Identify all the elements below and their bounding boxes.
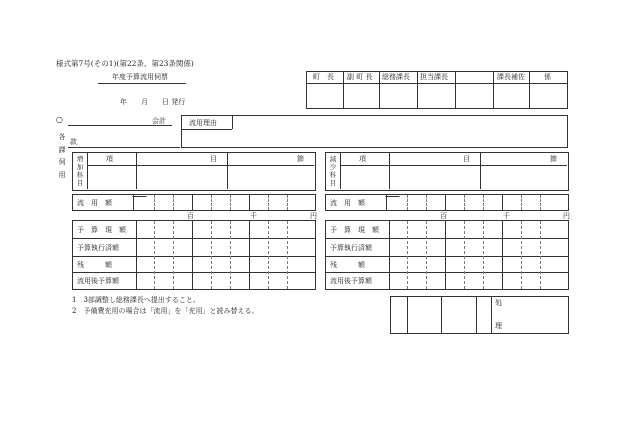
left-row-after: 流用後予算額 <box>77 277 119 285</box>
note-2: 2 予備費充用の場合は「流用」を「充用」と読み替える。 <box>72 307 259 315</box>
processing-stamp-box <box>390 296 569 334</box>
right-row-after: 流用後予算額 <box>330 277 372 285</box>
left-header-setsu: 節 <box>297 155 304 163</box>
approval-table <box>306 71 568 109</box>
left-amount-label: 流 用 額 <box>77 199 112 207</box>
kan-label: 款 <box>70 138 77 146</box>
vertical-label-section: 各 課 伺 用 <box>58 133 66 179</box>
right-row-budget: 予 算 現 額 <box>330 226 379 234</box>
account-underline <box>68 125 172 126</box>
right-unit-hundred: 百 <box>440 212 447 220</box>
approval-cell-general-affairs: 総務課長 <box>382 73 410 81</box>
kan-underline <box>68 147 180 148</box>
left-unit-hundred: 百 <box>187 212 194 220</box>
approval-cell-deputy: 副 町 長 <box>347 73 373 81</box>
stamp-label-sho: 処 <box>495 299 502 307</box>
left-row-budget: 予 算 現 額 <box>77 226 126 234</box>
right-amount-row <box>325 194 569 211</box>
approval-cell-mayor: 町 長 <box>313 73 334 81</box>
form-title: 年度予算流用伺票 <box>112 73 168 81</box>
right-unit-thousand: 千 <box>503 212 510 220</box>
left-header-kou: 項 <box>106 155 113 163</box>
right-row-remaining: 残 額 <box>330 261 365 269</box>
left-header-moku: 目 <box>210 155 217 163</box>
reason-label: 流用理由 <box>189 119 217 127</box>
left-amount-row <box>72 194 316 211</box>
left-side-label: 増 加 科 目 <box>76 155 84 187</box>
note-1: 1 3部調整し総務課長へ提出すること。 <box>72 296 200 304</box>
approval-cell-in-charge: 担当課長 <box>420 73 448 81</box>
right-unit-yen: 円 <box>563 212 570 220</box>
stamp-label-ri: 理 <box>495 322 502 330</box>
left-unit-thousand: 千 <box>250 212 257 220</box>
approval-cell-assistant: 課長補佐 <box>497 73 525 81</box>
title-underline <box>98 83 186 84</box>
right-row-executed: 予算執行済額 <box>330 244 372 252</box>
right-side-label: 減 少 科 目 <box>329 155 337 187</box>
right-header-moku: 目 <box>463 155 470 163</box>
left-subject-table <box>72 152 316 191</box>
form-id: 様式第7号(その1)(第22条、第23条関係) <box>56 59 194 68</box>
approval-header-line <box>307 83 567 84</box>
left-row-remaining: 残 額 <box>77 261 112 269</box>
left-budget-table <box>72 220 316 290</box>
right-header-kou: 項 <box>359 155 366 163</box>
approval-cell-staff: 係 <box>544 73 551 81</box>
right-budget-table <box>325 220 569 290</box>
circle-mark: ○ <box>56 115 63 124</box>
account-label: 会計 <box>152 117 166 125</box>
left-unit-yen: 円 <box>310 212 317 220</box>
right-amount-label: 流 用 額 <box>330 199 365 207</box>
right-subject-table <box>325 152 569 191</box>
reason-box <box>181 115 568 148</box>
issue-date: 年 月 日 発行 <box>120 98 186 106</box>
right-header-setsu: 節 <box>550 155 557 163</box>
left-row-executed: 予算執行済額 <box>77 244 119 252</box>
